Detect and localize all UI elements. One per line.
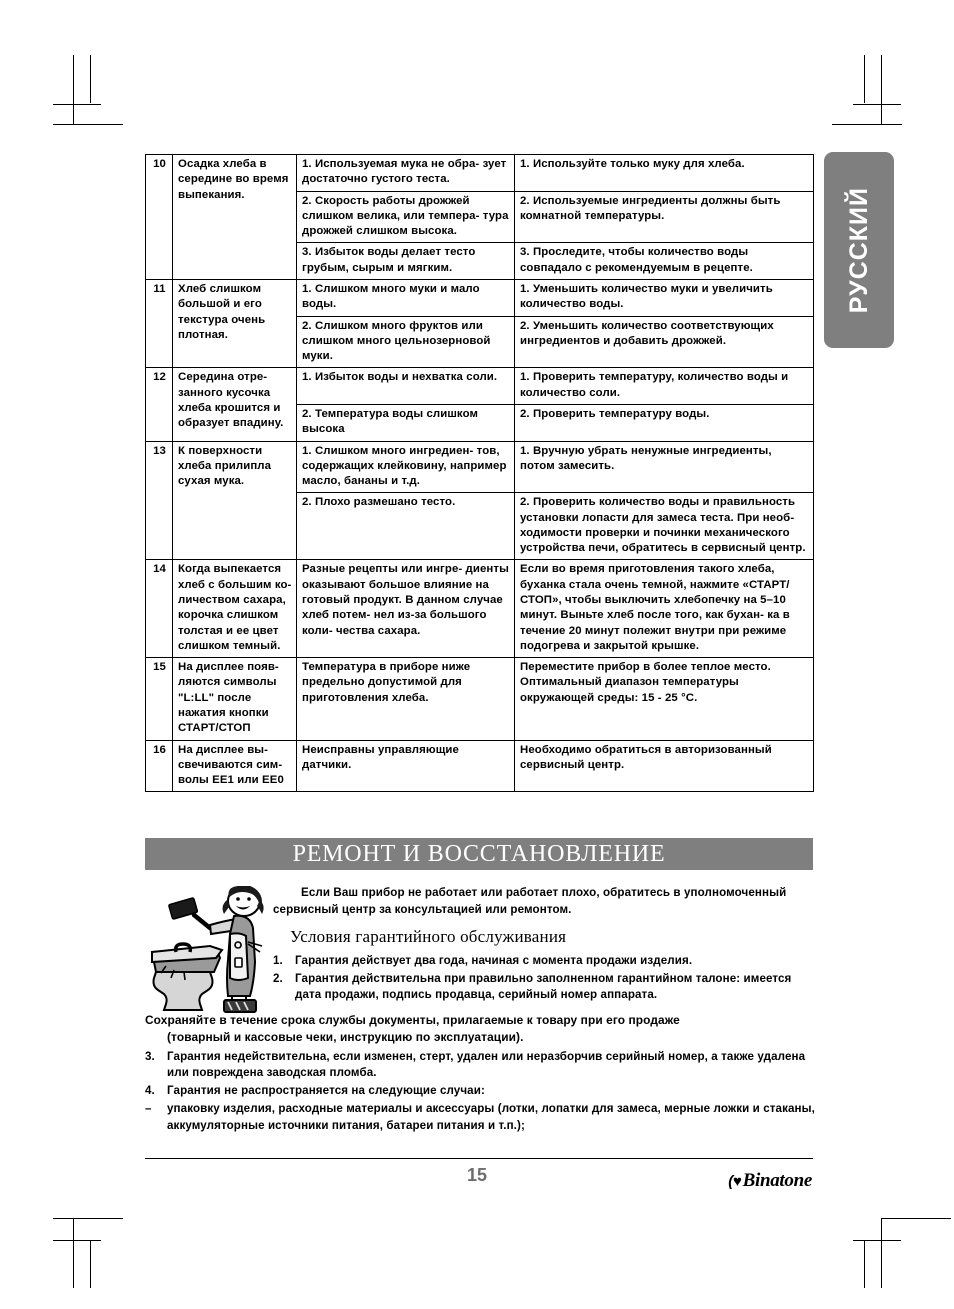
table-row	[146, 279, 814, 316]
list-item	[273, 971, 815, 1005]
cause-cell: 3. Избыток воды делает тесто грубым, сырым и мягким.	[297, 243, 515, 280]
problem-cell: К поверхности хлеба прилипла сухая мука.	[173, 441, 297, 560]
row-number-cell: 14	[146, 560, 173, 658]
cause-cell: 2. Слишком много фруктов или слишком много цельнозерновой муки.	[297, 316, 515, 368]
row-number-cell: 11	[146, 279, 173, 367]
troubleshooting-table	[145, 154, 814, 792]
list-item-marker: –	[145, 1102, 152, 1116]
footer-divider	[145, 1158, 813, 1159]
list-item-marker: 2.	[273, 971, 283, 985]
row-number-cell: 12	[146, 368, 173, 441]
warranty-section	[145, 884, 815, 1136]
fix-cell: 2. Используемые ингредиенты должны быть комнатной температуры.	[515, 191, 814, 243]
troubleshooting-table-wrapper	[145, 154, 813, 792]
list-item-text: Гарантия недействительна, если изменен, стерт, удален или неразборчив серийный номер, а также удалена или повреждена заводская пломба.	[167, 1049, 806, 1080]
row-number-cell: 13	[146, 441, 173, 560]
logo-mark-icon: (♥	[728, 1172, 742, 1190]
problem-cell: Середина отре- занного кусочка хлеба крошится и образует впадину.	[173, 368, 297, 441]
emphasis-text: СТАРТ/	[748, 578, 790, 591]
crop-mark-bottom-left-horizontal	[53, 1218, 123, 1219]
problem-cell: На дисплее вы- свечиваются сим- волы EE1 или EE0	[173, 740, 297, 792]
problem-cell: Хлеб слишком большой и его текстура очень плотная.	[173, 279, 297, 367]
crop-mark-bottom-right-horizontal	[881, 1218, 951, 1219]
list-item-text: Гарантия не распространяется на следующие случаи:	[167, 1084, 485, 1098]
fix-cell: Если во время приготовления такого хлеба, буханка стала очень темной, нажмите «СТАРТ/СТОП», чтобы выключить хлебопечку на 5–10 минут. Выньте хлеб после того, как бухан- ка в течение 20 минут полежит внутри при режиме подогрева и закрытой крышке.	[515, 560, 814, 658]
keep-note-line-2: (товарный и кассовые чеки, инструкцию по эксплуатации).	[167, 1030, 524, 1045]
cause-cell: Температура в приборе ниже предельно допустимой для приготовления хлеба.	[297, 658, 515, 740]
fix-cell: 1. Вручную убрать ненужные ингредиенты, потом замесить.	[515, 441, 814, 493]
crop-mark-bottom-left-vertical	[73, 1218, 74, 1288]
section-banner-repair	[145, 838, 813, 870]
cause-cell: 1. Слишком много ингредиен- тов, содержащих клейковину, например масло, бананы и т.д.	[297, 441, 515, 493]
crop-mark-top-right-horizontal	[832, 124, 902, 125]
fix-cell: Необходимо обратиться в авторизованный сервисный центр.	[515, 740, 814, 792]
warranty-intro-text: Если Ваш прибор не работает или работает плохо, обратитесь в уполномоченный сервисный центр за консультацией или ремонтом.	[273, 886, 787, 917]
list-item-text: Гарантия действует два года, начиная с момента продажи изделия.	[295, 953, 693, 967]
list-item	[145, 1083, 815, 1100]
fix-cell: 2. Проверить температуру воды.	[515, 404, 814, 441]
row-number-cell: 15	[146, 658, 173, 740]
fix-cell: 3. Проследите, чтобы количество воды совпадало с рекомендуемым в рецепте.	[515, 243, 814, 280]
language-tab-label: РУССКИЙ	[844, 186, 873, 314]
problem-cell: Осадка хлеба в середине во время выпекания.	[173, 155, 297, 280]
crop-mark-top-right-tick-v	[864, 55, 865, 103]
list-item	[145, 1049, 815, 1083]
warranty-list-primary	[273, 953, 815, 1004]
list-item-marker: 3.	[145, 1049, 155, 1063]
list-item	[145, 1101, 815, 1135]
list-item-text: Гарантия действительна при правильно заполненном гарантийном талоне: имеется дата продажи, подпись продавца, серийный номер аппарата.	[295, 971, 792, 1002]
cause-cell: 1. Слишком много муки и мало воды.	[297, 279, 515, 316]
cause-cell: 2. Скорость работы дрожжей слишком велика, или темпера- тура дрожжей слишком высока.	[297, 191, 515, 243]
crop-mark-top-left-tick-h	[53, 104, 101, 105]
list-item-marker: 4.	[145, 1084, 155, 1098]
problem-cell: Когда выпекается хлеб с большим ко- личеством сахара, корочка слишком толстая и ее цвет слишком темный.	[173, 560, 297, 658]
list-item	[273, 953, 815, 970]
fix-cell: 2. Уменьшить количество соответствующих ингредиентов и добавить дрожжей.	[515, 316, 814, 368]
warranty-list-tail	[145, 1049, 815, 1135]
problem-cell: На дисплее появ- ляются символы "L:LL" после нажатия кнопки СТАРТ/СТОП	[173, 658, 297, 740]
section-banner-title: РЕМОНТ И ВОССТАНОВЛЕНИЕ	[292, 840, 666, 867]
crop-mark-top-left-tick-v	[90, 55, 91, 103]
crop-mark-bottom-right-tick-v	[864, 1240, 865, 1288]
keep-note-line-1: Сохраняйте в течение срока службы документы, прилагаемые к товару при его продаже	[145, 1013, 680, 1028]
fix-cell: 1. Уменьшить количество муки и увеличить количество воды.	[515, 279, 814, 316]
cause-cell: 1. Используемая мука не обра- зует достаточно густого теста.	[297, 155, 515, 192]
warranty-subheading: Условия гарантийного обслуживания	[290, 926, 567, 946]
cause-cell: 2. Температура воды слишком высока	[297, 404, 515, 441]
row-number-cell: 10	[146, 155, 173, 280]
table-row	[146, 368, 814, 405]
list-item-marker: 1.	[273, 953, 283, 967]
table-row	[146, 560, 814, 658]
crop-mark-top-left-vertical	[73, 55, 74, 125]
cause-cell: Неисправны управляющие датчики.	[297, 740, 515, 792]
fix-cell: 2. Проверить количество воды и правильность установки лопасти для замеса теста. При необ- ходимости проверки и починки механического устройства печи, обратитесь в сервисный центр.	[515, 493, 814, 560]
crop-mark-top-left-horizontal	[53, 124, 123, 125]
crop-mark-bottom-right-tick-h	[853, 1240, 901, 1241]
page-number: 15	[466, 1165, 488, 1185]
crop-mark-bottom-left-tick-v	[90, 1240, 91, 1288]
cause-cell: 1. Избыток воды и нехватка соли.	[297, 368, 515, 405]
row-number-cell: 16	[146, 740, 173, 792]
crop-mark-bottom-left-tick-h	[53, 1240, 101, 1241]
warranty-keep-documents-note	[145, 1012, 815, 1047]
table-row	[146, 155, 814, 192]
language-tab-russian	[824, 152, 894, 348]
binatone-logo	[728, 1170, 812, 1192]
cause-cell: Разные рецепты или ингре- диенты оказывают большое влияние на готовый продукт. В данном случае хлеб потем- нел из-за большого коли- чества сахара.	[297, 560, 515, 658]
table-row	[146, 441, 814, 493]
cause-cell: 2. Плохо размешано тесто.	[297, 493, 515, 560]
fix-cell: 1. Проверить температуру, количество воды и количество соли.	[515, 368, 814, 405]
logo-wordmark: Binatone	[742, 1170, 812, 1191]
emphasis-text: СТОП	[520, 594, 553, 607]
table-row	[146, 740, 814, 792]
list-item-text: упаковку изделия, расходные материалы и аксессуары (лотки, лопатки для замеса, мерные ложки и стаканы, аккумуляторные источники питания, батареи питания и т.п.);	[167, 1102, 815, 1132]
crop-mark-bottom-right-vertical	[881, 1218, 882, 1288]
crop-mark-top-right-vertical	[881, 55, 882, 125]
fix-cell: 1. Используйте только муку для хлеба.	[515, 155, 814, 192]
troubleshooting-table-body	[146, 155, 814, 792]
blacksmith-illustration	[150, 886, 270, 1014]
crop-mark-top-right-tick-h	[853, 104, 901, 105]
table-row	[146, 658, 814, 740]
fix-cell: Переместите прибор в более теплое место. Оптимальный диапазон температуры окружающей среды: 15 - 25 °C.	[515, 658, 814, 740]
